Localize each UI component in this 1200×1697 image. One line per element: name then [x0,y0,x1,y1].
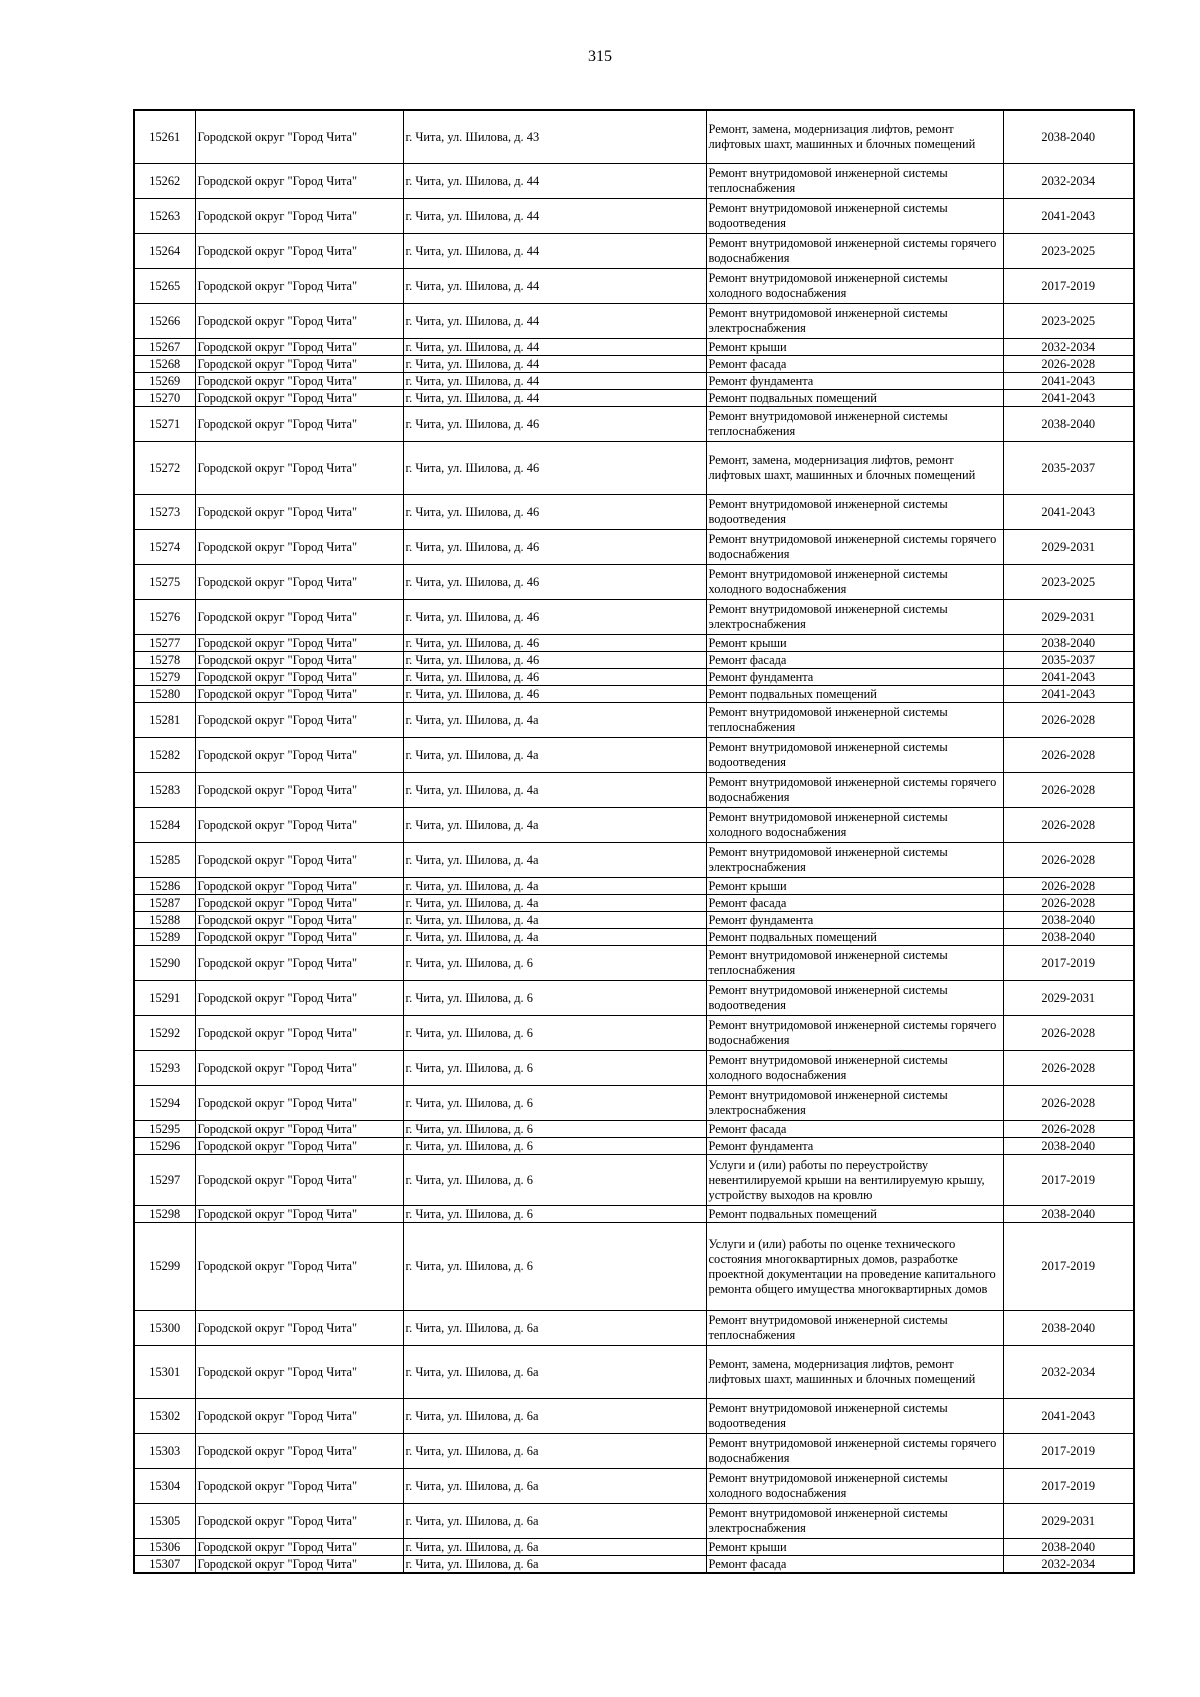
table-row [134,1016,1134,1051]
table-row [134,808,1134,843]
row-id-cell: 15275 [134,565,195,600]
address-cell: г. Чита, ул. Шилова, д. 6а [403,1346,706,1399]
work-type-cell: Ремонт внутридомовой инженерной системы горячего водоснабжения [706,773,1003,808]
row-id-cell: 15290 [134,946,195,981]
municipality-cell: Городской округ "Город Чита" [195,110,403,164]
table-row [134,1399,1134,1434]
row-id-cell: 15261 [134,110,195,164]
address-cell: г. Чита, ул. Шилова, д. 44 [403,199,706,234]
period-cell: 2023-2025 [1003,565,1134,600]
work-type-cell: Ремонт внутридомовой инженерной системы водоотведения [706,199,1003,234]
address-cell: г. Чита, ул. Шилова, д. 6 [403,981,706,1016]
row-id-cell: 15280 [134,686,195,703]
address-cell: г. Чита, ул. Шилова, д. 46 [403,442,706,495]
table-row [134,110,1134,164]
table-row [134,1556,1134,1574]
municipality-cell: Городской округ "Город Чита" [195,164,403,199]
work-type-cell: Ремонт фундамента [706,912,1003,929]
row-id-cell: 15292 [134,1016,195,1051]
municipality-cell: Городской округ "Город Чита" [195,738,403,773]
period-cell: 2038-2040 [1003,1311,1134,1346]
row-id-cell: 15298 [134,1206,195,1223]
table-row [134,635,1134,652]
page-number: 315 [588,48,612,65]
row-id-cell: 15272 [134,442,195,495]
row-id-cell: 15268 [134,356,195,373]
table-row [134,1504,1134,1539]
municipality-cell: Городской округ "Город Чита" [195,912,403,929]
table-row [134,912,1134,929]
period-cell: 2041-2043 [1003,373,1134,390]
address-cell: г. Чита, ул. Шилова, д. 6 [403,1086,706,1121]
municipality-cell: Городской округ "Город Чита" [195,407,403,442]
period-cell: 2041-2043 [1003,686,1134,703]
period-cell: 2017-2019 [1003,269,1134,304]
work-type-cell: Ремонт внутридомовой инженерной системы водоотведения [706,495,1003,530]
municipality-cell: Городской округ "Город Чита" [195,390,403,407]
municipality-cell: Городской округ "Город Чита" [195,686,403,703]
municipality-cell: Городской округ "Город Чита" [195,1155,403,1206]
row-id-cell: 15306 [134,1539,195,1556]
period-cell: 2041-2043 [1003,1399,1134,1434]
row-id-cell: 15264 [134,234,195,269]
address-cell: г. Чита, ул. Шилова, д. 46 [403,635,706,652]
work-type-cell: Ремонт, замена, модернизация лифтов, ремонт лифтовых шахт, машинных и блочных помещений [706,110,1003,164]
municipality-cell: Городской округ "Город Чита" [195,304,403,339]
table-row [134,1434,1134,1469]
municipality-cell: Городской округ "Город Чита" [195,1469,403,1504]
row-id-cell: 15294 [134,1086,195,1121]
work-type-cell: Ремонт фасада [706,652,1003,669]
period-cell: 2026-2028 [1003,895,1134,912]
table-row [134,1121,1134,1138]
table-row [134,373,1134,390]
work-type-cell: Ремонт внутридомовой инженерной системы горячего водоснабжения [706,1434,1003,1469]
table-row [134,1539,1134,1556]
row-id-cell: 15277 [134,635,195,652]
work-type-cell: Ремонт внутридомовой инженерной системы водоотведения [706,738,1003,773]
period-cell: 2023-2025 [1003,234,1134,269]
work-type-cell: Услуги и (или) работы по переустройству невентилируемой крыши на вентилируемую крышу, устройству выходов на кровлю [706,1155,1003,1206]
work-type-cell: Ремонт подвальных помещений [706,1206,1003,1223]
address-cell: г. Чита, ул. Шилова, д. 6 [403,1155,706,1206]
row-id-cell: 15303 [134,1434,195,1469]
address-cell: г. Чита, ул. Шилова, д. 4а [403,912,706,929]
row-id-cell: 15284 [134,808,195,843]
work-type-cell: Ремонт крыши [706,878,1003,895]
row-id-cell: 15302 [134,1399,195,1434]
address-cell: г. Чита, ул. Шилова, д. 6 [403,1051,706,1086]
table-row [134,1346,1134,1399]
work-type-cell: Ремонт подвальных помещений [706,929,1003,946]
municipality-cell: Городской округ "Город Чита" [195,442,403,495]
municipality-cell: Городской округ "Город Чита" [195,1504,403,1539]
period-cell: 2026-2028 [1003,843,1134,878]
municipality-cell: Городской округ "Город Чита" [195,808,403,843]
period-cell: 2038-2040 [1003,912,1134,929]
table-row [134,1086,1134,1121]
table-row [134,356,1134,373]
municipality-cell: Городской округ "Город Чита" [195,843,403,878]
work-type-cell: Ремонт внутридомовой инженерной системы холодного водоснабжения [706,1051,1003,1086]
address-cell: г. Чита, ул. Шилова, д. 44 [403,390,706,407]
work-type-cell: Ремонт внутридомовой инженерной системы водоотведения [706,1399,1003,1434]
work-type-cell: Ремонт внутридомовой инженерной системы горячего водоснабжения [706,530,1003,565]
work-type-cell: Ремонт внутридомовой инженерной системы теплоснабжения [706,1311,1003,1346]
table-row [134,1311,1134,1346]
table-row [134,946,1134,981]
municipality-cell: Городской округ "Город Чита" [195,495,403,530]
period-cell: 2032-2034 [1003,339,1134,356]
municipality-cell: Городской округ "Город Чита" [195,530,403,565]
row-id-cell: 15267 [134,339,195,356]
period-cell: 2017-2019 [1003,1155,1134,1206]
row-id-cell: 15304 [134,1469,195,1504]
table-row [134,1223,1134,1311]
period-cell: 2026-2028 [1003,703,1134,738]
address-cell: г. Чита, ул. Шилова, д. 4а [403,929,706,946]
table-row [134,495,1134,530]
municipality-cell: Городской округ "Город Чита" [195,929,403,946]
address-cell: г. Чита, ул. Шилова, д. 6 [403,1206,706,1223]
municipality-cell: Городской округ "Город Чита" [195,600,403,635]
row-id-cell: 15305 [134,1504,195,1539]
table-row [134,407,1134,442]
table-row [134,600,1134,635]
address-cell: г. Чита, ул. Шилова, д. 44 [403,269,706,304]
table-row [134,686,1134,703]
table-row [134,929,1134,946]
table-row [134,442,1134,495]
address-cell: г. Чита, ул. Шилова, д. 46 [403,530,706,565]
address-cell: г. Чита, ул. Шилова, д. 6а [403,1556,706,1574]
work-type-cell: Ремонт фасада [706,1556,1003,1574]
row-id-cell: 15299 [134,1223,195,1311]
address-cell: г. Чита, ул. Шилова, д. 4а [403,773,706,808]
work-type-cell: Ремонт внутридомовой инженерной системы теплоснабжения [706,407,1003,442]
address-cell: г. Чита, ул. Шилова, д. 6 [403,946,706,981]
table-row [134,773,1134,808]
table-row [134,1051,1134,1086]
period-cell: 2017-2019 [1003,1434,1134,1469]
address-cell: г. Чита, ул. Шилова, д. 6а [403,1469,706,1504]
period-cell: 2026-2028 [1003,773,1134,808]
municipality-cell: Городской округ "Город Чита" [195,269,403,304]
work-type-cell: Ремонт крыши [706,1539,1003,1556]
address-cell: г. Чита, ул. Шилова, д. 4а [403,878,706,895]
table-row [134,390,1134,407]
row-id-cell: 15282 [134,738,195,773]
address-cell: г. Чита, ул. Шилова, д. 46 [403,652,706,669]
address-cell: г. Чита, ул. Шилова, д. 6а [403,1504,706,1539]
period-cell: 2017-2019 [1003,1469,1134,1504]
table-row [134,199,1134,234]
table-row [134,895,1134,912]
address-cell: г. Чита, ул. Шилова, д. 4а [403,895,706,912]
period-cell: 2017-2019 [1003,946,1134,981]
table-row [134,1138,1134,1155]
table-row [134,843,1134,878]
table-row [134,981,1134,1016]
address-cell: г. Чита, ул. Шилова, д. 4а [403,703,706,738]
work-type-cell: Ремонт внутридомовой инженерной системы теплоснабжения [706,703,1003,738]
municipality-cell: Городской округ "Город Чита" [195,234,403,269]
municipality-cell: Городской округ "Город Чита" [195,1138,403,1155]
address-cell: г. Чита, ул. Шилова, д. 44 [403,234,706,269]
period-cell: 2038-2040 [1003,407,1134,442]
municipality-cell: Городской округ "Город Чита" [195,1121,403,1138]
work-type-cell: Ремонт внутридомовой инженерной системы холодного водоснабжения [706,808,1003,843]
address-cell: г. Чита, ул. Шилова, д. 44 [403,164,706,199]
work-type-cell: Ремонт, замена, модернизация лифтов, ремонт лифтовых шахт, машинных и блочных помещений [706,1346,1003,1399]
municipality-cell: Городской округ "Город Чита" [195,946,403,981]
row-id-cell: 15296 [134,1138,195,1155]
row-id-cell: 15297 [134,1155,195,1206]
municipality-cell: Городской округ "Город Чита" [195,895,403,912]
period-cell: 2026-2028 [1003,738,1134,773]
row-id-cell: 15273 [134,495,195,530]
period-cell: 2026-2028 [1003,1016,1134,1051]
work-type-cell: Ремонт подвальных помещений [706,390,1003,407]
address-cell: г. Чита, ул. Шилова, д. 43 [403,110,706,164]
work-type-cell: Ремонт фундамента [706,669,1003,686]
work-type-cell: Ремонт внутридомовой инженерной системы электроснабжения [706,304,1003,339]
table-row [134,669,1134,686]
address-cell: г. Чита, ул. Шилова, д. 44 [403,373,706,390]
work-type-cell: Ремонт внутридомовой инженерной системы теплоснабжения [706,946,1003,981]
row-id-cell: 15271 [134,407,195,442]
address-cell: г. Чита, ул. Шилова, д. 4а [403,808,706,843]
period-cell: 2038-2040 [1003,635,1134,652]
period-cell: 2032-2034 [1003,1556,1134,1574]
period-cell: 2041-2043 [1003,199,1134,234]
period-cell: 2029-2031 [1003,600,1134,635]
row-id-cell: 15262 [134,164,195,199]
row-id-cell: 15291 [134,981,195,1016]
work-type-cell: Ремонт внутридомовой инженерной системы электроснабжения [706,600,1003,635]
address-cell: г. Чита, ул. Шилова, д. 6 [403,1138,706,1155]
work-type-cell: Ремонт фундамента [706,1138,1003,1155]
work-type-cell: Ремонт внутридомовой инженерной системы холодного водоснабжения [706,1469,1003,1504]
address-cell: г. Чита, ул. Шилова, д. 44 [403,339,706,356]
municipality-cell: Городской округ "Город Чита" [195,1556,403,1574]
address-cell: г. Чита, ул. Шилова, д. 46 [403,669,706,686]
period-cell: 2029-2031 [1003,530,1134,565]
work-type-cell: Ремонт подвальных помещений [706,686,1003,703]
work-type-cell: Ремонт фундамента [706,373,1003,390]
table-row [134,878,1134,895]
table-row [134,530,1134,565]
row-id-cell: 15266 [134,304,195,339]
table-row [134,1155,1134,1206]
work-type-cell: Ремонт внутридомовой инженерной системы холодного водоснабжения [706,269,1003,304]
row-id-cell: 15269 [134,373,195,390]
period-cell: 2038-2040 [1003,110,1134,164]
row-id-cell: 15274 [134,530,195,565]
table-row [134,339,1134,356]
work-type-cell: Услуги и (или) работы по оценке технического состояния многоквартирных домов, разработке проектной документации на проведение капитального ремонта общего имущества многоквартирных домов [706,1223,1003,1311]
municipality-cell: Городской округ "Город Чита" [195,565,403,600]
address-cell: г. Чита, ул. Шилова, д. 6 [403,1121,706,1138]
period-cell: 2038-2040 [1003,929,1134,946]
period-cell: 2029-2031 [1003,981,1134,1016]
municipality-cell: Городской округ "Город Чита" [195,373,403,390]
row-id-cell: 15265 [134,269,195,304]
period-cell: 2038-2040 [1003,1138,1134,1155]
municipality-cell: Городской округ "Город Чита" [195,1539,403,1556]
work-type-cell: Ремонт внутридомовой инженерной системы теплоснабжения [706,164,1003,199]
period-cell: 2026-2028 [1003,356,1134,373]
address-cell: г. Чита, ул. Шилова, д. 6а [403,1539,706,1556]
row-id-cell: 15281 [134,703,195,738]
row-id-cell: 15270 [134,390,195,407]
address-cell: г. Чита, ул. Шилова, д. 46 [403,495,706,530]
row-id-cell: 15295 [134,1121,195,1138]
address-cell: г. Чита, ул. Шилова, д. 6а [403,1311,706,1346]
work-type-cell: Ремонт крыши [706,635,1003,652]
table-row [134,1206,1134,1223]
row-id-cell: 15301 [134,1346,195,1399]
row-id-cell: 15283 [134,773,195,808]
municipality-cell: Городской округ "Город Чита" [195,1346,403,1399]
table-row [134,1469,1134,1504]
period-cell: 2023-2025 [1003,304,1134,339]
municipality-cell: Городской округ "Город Чита" [195,1086,403,1121]
table-row [134,164,1134,199]
work-type-cell: Ремонт внутридомовой инженерной системы водоотведения [706,981,1003,1016]
address-cell: г. Чита, ул. Шилова, д. 44 [403,304,706,339]
work-type-cell: Ремонт внутридомовой инженерной системы электроснабжения [706,1086,1003,1121]
municipality-cell: Городской округ "Город Чита" [195,1206,403,1223]
table-row [134,703,1134,738]
period-cell: 2041-2043 [1003,390,1134,407]
period-cell: 2035-2037 [1003,652,1134,669]
work-type-cell: Ремонт крыши [706,339,1003,356]
row-id-cell: 15286 [134,878,195,895]
period-cell: 2032-2034 [1003,1346,1134,1399]
address-cell: г. Чита, ул. Шилова, д. 6а [403,1399,706,1434]
address-cell: г. Чита, ул. Шилова, д. 6 [403,1223,706,1311]
work-type-cell: Ремонт внутридомовой инженерной системы горячего водоснабжения [706,1016,1003,1051]
municipality-cell: Городской округ "Город Чита" [195,356,403,373]
row-id-cell: 15285 [134,843,195,878]
address-cell: г. Чита, ул. Шилова, д. 4а [403,738,706,773]
period-cell: 2035-2037 [1003,442,1134,495]
municipality-cell: Городской округ "Город Чита" [195,635,403,652]
period-cell: 2038-2040 [1003,1539,1134,1556]
municipality-cell: Городской округ "Город Чита" [195,1051,403,1086]
work-type-cell: Ремонт фасада [706,1121,1003,1138]
period-cell: 2017-2019 [1003,1223,1134,1311]
address-cell: г. Чита, ул. Шилова, д. 6а [403,1434,706,1469]
period-cell: 2032-2034 [1003,164,1134,199]
period-cell: 2026-2028 [1003,1121,1134,1138]
table-row [134,565,1134,600]
address-cell: г. Чита, ул. Шилова, д. 46 [403,600,706,635]
period-cell: 2026-2028 [1003,808,1134,843]
municipality-cell: Городской округ "Город Чита" [195,703,403,738]
work-type-cell: Ремонт внутридомовой инженерной системы электроснабжения [706,843,1003,878]
municipality-cell: Городской округ "Город Чита" [195,773,403,808]
municipality-cell: Городской округ "Город Чита" [195,878,403,895]
row-id-cell: 15300 [134,1311,195,1346]
address-cell: г. Чита, ул. Шилова, д. 46 [403,565,706,600]
table-row [134,738,1134,773]
municipality-cell: Городской округ "Город Чита" [195,1311,403,1346]
work-type-cell: Ремонт фасада [706,895,1003,912]
table-row [134,269,1134,304]
registry-body [134,110,1134,1573]
period-cell: 2038-2040 [1003,1206,1134,1223]
work-type-cell: Ремонт внутридомовой инженерной системы холодного водоснабжения [706,565,1003,600]
row-id-cell: 15287 [134,895,195,912]
row-id-cell: 15293 [134,1051,195,1086]
table-row [134,234,1134,269]
period-cell: 2041-2043 [1003,495,1134,530]
work-type-cell: Ремонт внутридомовой инженерной системы горячего водоснабжения [706,234,1003,269]
address-cell: г. Чита, ул. Шилова, д. 46 [403,686,706,703]
municipality-cell: Городской округ "Город Чита" [195,1434,403,1469]
address-cell: г. Чита, ул. Шилова, д. 6 [403,1016,706,1051]
table-row [134,304,1134,339]
period-cell: 2026-2028 [1003,878,1134,895]
row-id-cell: 15288 [134,912,195,929]
address-cell: г. Чита, ул. Шилова, д. 46 [403,407,706,442]
work-type-cell: Ремонт, замена, модернизация лифтов, ремонт лифтовых шахт, машинных и блочных помещений [706,442,1003,495]
row-id-cell: 15276 [134,600,195,635]
period-cell: 2029-2031 [1003,1504,1134,1539]
municipality-cell: Городской округ "Город Чита" [195,1399,403,1434]
address-cell: г. Чита, ул. Шилова, д. 4а [403,843,706,878]
municipality-cell: Городской округ "Город Чита" [195,199,403,234]
table-row [134,652,1134,669]
period-cell: 2026-2028 [1003,1051,1134,1086]
municipality-cell: Городской округ "Город Чита" [195,1223,403,1311]
registry-table [133,109,1135,1574]
period-cell: 2041-2043 [1003,669,1134,686]
municipality-cell: Городской округ "Город Чита" [195,981,403,1016]
address-cell: г. Чита, ул. Шилова, д. 44 [403,356,706,373]
work-type-cell: Ремонт фасада [706,356,1003,373]
row-id-cell: 15278 [134,652,195,669]
period-cell: 2026-2028 [1003,1086,1134,1121]
municipality-cell: Городской округ "Город Чита" [195,339,403,356]
row-id-cell: 15289 [134,929,195,946]
row-id-cell: 15279 [134,669,195,686]
row-id-cell: 15307 [134,1556,195,1574]
municipality-cell: Городской округ "Город Чита" [195,1016,403,1051]
row-id-cell: 15263 [134,199,195,234]
municipality-cell: Городской округ "Город Чита" [195,669,403,686]
municipality-cell: Городской округ "Город Чита" [195,652,403,669]
work-type-cell: Ремонт внутридомовой инженерной системы электроснабжения [706,1504,1003,1539]
